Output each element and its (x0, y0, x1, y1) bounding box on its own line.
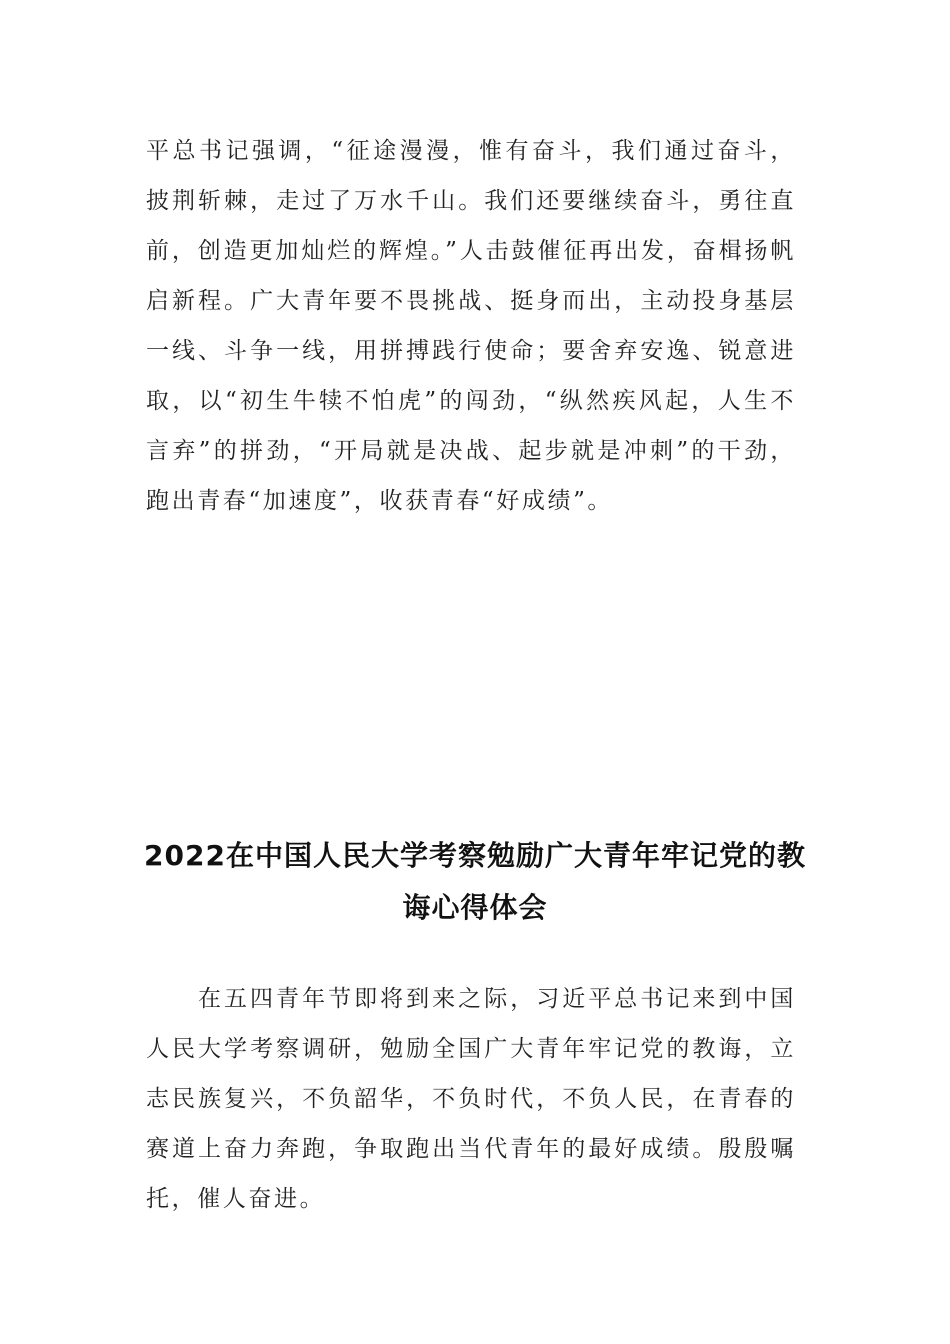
article-title: 2022在中国人民大学考察勉励广大青年牢记党的教诲心得体会 (144, 839, 806, 924)
body-paragraph-intro: 在五四青年节即将到来之际，习近平总书记来到中国人民大学考察调研，勉励全国广大青年牢记党的教诲，立志民族复兴，不负韶华，不负时代，不负人民，在青春的赛道上奋力奔跑，争取跑出当代青年的最好成绩。殷殷嘱托，催人奋进。 (146, 986, 796, 1212)
body-paragraph-continued: 平总书记强调，“征途漫漫，惟有奋斗，我们通过奋斗，披荆斩棘，走过了万水千山。我们还要继续奋斗，勇往直前，创造更加灿烂的辉煌。”人击鼓催征再出发，奋楫扬帆启新程。广大青年要不畏挑战、挺身而出，主动投身基层一线、斗争一线，用拼搏践行使命；要舍弃安逸、锐意进取，以“初生牛犊不怕虎”的闯劲，“纵然疾风起，人生不言弃”的拼劲，“开局就是决战、起步就是冲刺”的干劲，跑出青春“加速度”，收获青春“好成绩”。 (146, 138, 796, 514)
